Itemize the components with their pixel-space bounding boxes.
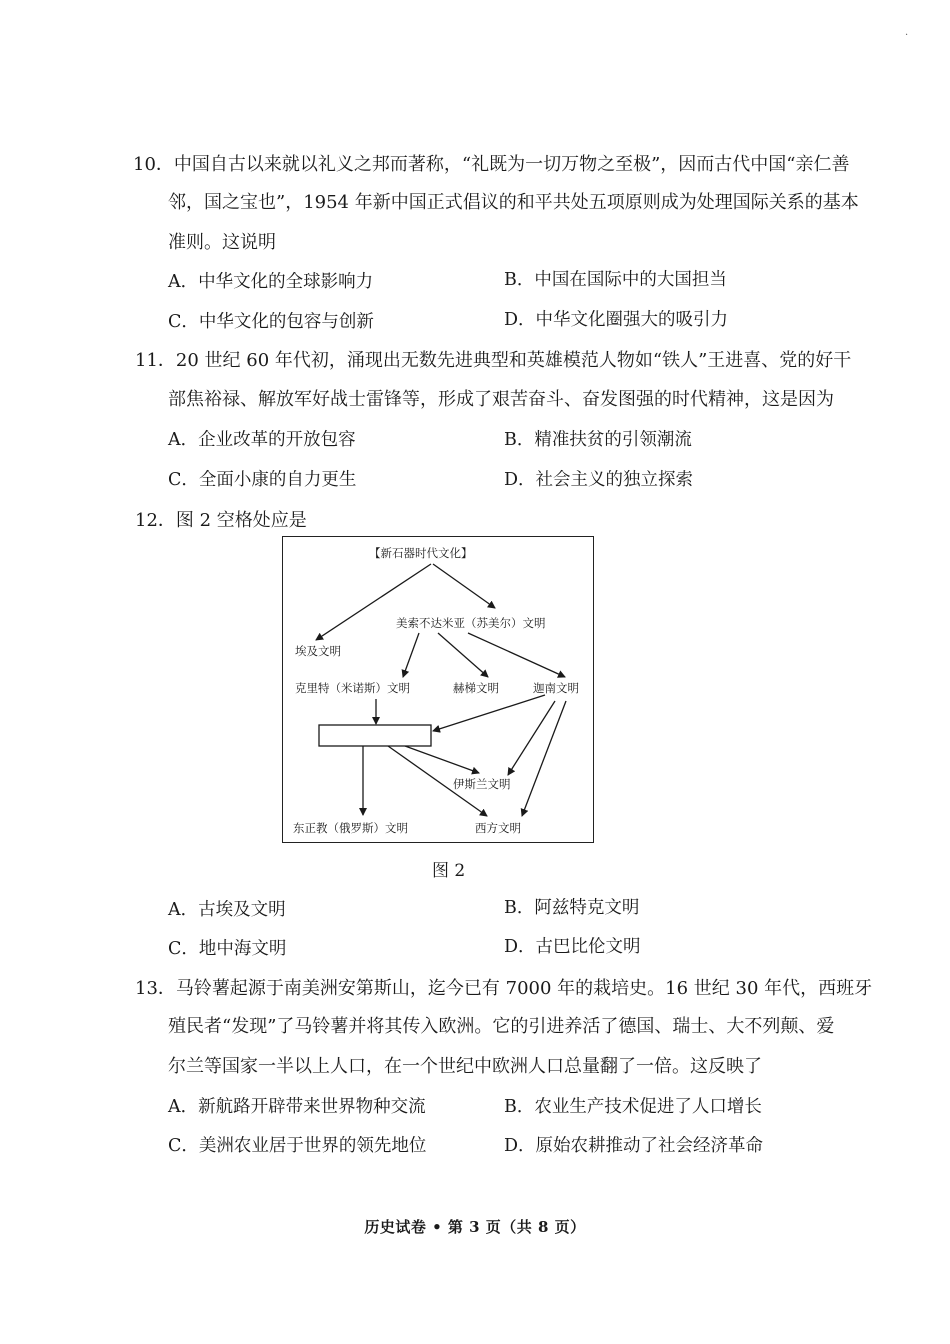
question-13-option-c[interactable]: C．美洲农业居于世界的领先地位: [168, 1136, 427, 1156]
question-11-option-c[interactable]: C．全面小康的自力更生: [168, 470, 357, 490]
question-11-option-d[interactable]: D．社会主义的独立探索: [504, 470, 694, 490]
node-neolithic: 【新石器时代文化】: [369, 546, 473, 560]
question-13-option-d[interactable]: D．原始农耕推动了社会经济革命: [504, 1136, 764, 1156]
question-12-option-d[interactable]: D．古巴比伦文明: [504, 937, 641, 957]
question-10-option-c[interactable]: C．中华文化的包容与创新: [168, 312, 374, 332]
node-hittite: 赫梯文明: [453, 681, 499, 695]
question-11-line-1: 11．20 世纪 60 年代初，涌现出无数先进典型和英雄模范人物如“铁人”王进喜、党的好干: [135, 350, 852, 371]
question-10-option-d[interactable]: D．中华文化圈强大的吸引力: [504, 310, 729, 330]
question-13-option-a[interactable]: A．新航路开辟带来世界物种交流: [168, 1097, 426, 1117]
node-western: 西方文明: [475, 821, 521, 835]
question-11-line-2: 部焦裕禄、解放军好战士雷锋等，形成了艰苦奋斗、奋发图强的时代精神，这是因为: [168, 389, 834, 410]
blank-box: [319, 725, 431, 746]
arrow-mesopotamia-canaan: [468, 633, 565, 677]
question-10-option-a[interactable]: A．中华文化的全球影响力: [168, 272, 374, 292]
question-10-line-3: 准则。这说明: [168, 232, 276, 253]
node-canaan: 迦南文明: [533, 681, 579, 695]
corner-mark: ·: [905, 30, 909, 41]
question-11-option-a[interactable]: A．企业改革的开放包容: [168, 430, 356, 450]
question-10-line-2: 邻，国之宝也”，1954 年新中国正式倡议的和平共处五项原则成为处理国际关系的基本: [168, 192, 859, 213]
question-11-option-b[interactable]: B．精准扶贫的引领潮流: [504, 430, 692, 450]
question-13-line-1: 13．马铃薯起源于南美洲安第斯山，迄今已有 7000 年的栽培史。16 世纪 30 年代，西班牙: [135, 978, 873, 999]
page-footer: 历史试卷 • 第 3 页（共 8 页）: [364, 1218, 586, 1236]
arrow-mesopotamia-hittite: [438, 633, 488, 677]
node-crete: 克里特（米诺斯）文明: [295, 681, 410, 695]
diagram-caption: 图 2: [432, 861, 466, 881]
arrow-blank-islam: [405, 746, 479, 773]
question-10-line-1: 10．中国自古以来就以礼义之邦而著称，“礼既为一切万物之至极”，因而古代中国“亲仁善: [133, 154, 850, 175]
node-islam: 伊斯兰文明: [453, 777, 511, 791]
question-13-line-2: 殖民者“发现”了马铃薯并将其传入欧洲。它的引进养活了德国、瑞士、大不列颠、爱: [168, 1016, 835, 1037]
question-12-option-b[interactable]: B．阿兹特克文明: [504, 898, 640, 918]
civilization-diagram: [282, 536, 594, 843]
diagram-svg: [283, 537, 595, 844]
node-egypt: 埃及文明: [295, 644, 341, 658]
arrow-neolithic-mesopotamia: [433, 564, 495, 608]
arrow-canaan-islam: [508, 701, 555, 775]
node-mesopotamia: 美索不达米亚（苏美尔）文明: [396, 616, 546, 630]
arrow-canaan-blank: [433, 695, 545, 731]
question-12-option-a[interactable]: A．古埃及文明: [168, 900, 286, 920]
question-13-line-3: 尔兰等国家一半以上人口，在一个世纪中欧洲人口总量翻了一倍。这反映了: [168, 1056, 762, 1077]
question-12-option-c[interactable]: C．地中海文明: [168, 939, 287, 959]
arrow-mesopotamia-crete: [403, 633, 419, 677]
question-10-option-b[interactable]: B．中国在国际中的大国担当: [504, 270, 727, 290]
question-12-line-1: 12．图 2 空格处应是: [135, 510, 307, 531]
node-orthodox: 东正教（俄罗斯）文明: [293, 821, 408, 835]
question-13-option-b[interactable]: B．农业生产技术促进了人口增长: [504, 1097, 762, 1117]
